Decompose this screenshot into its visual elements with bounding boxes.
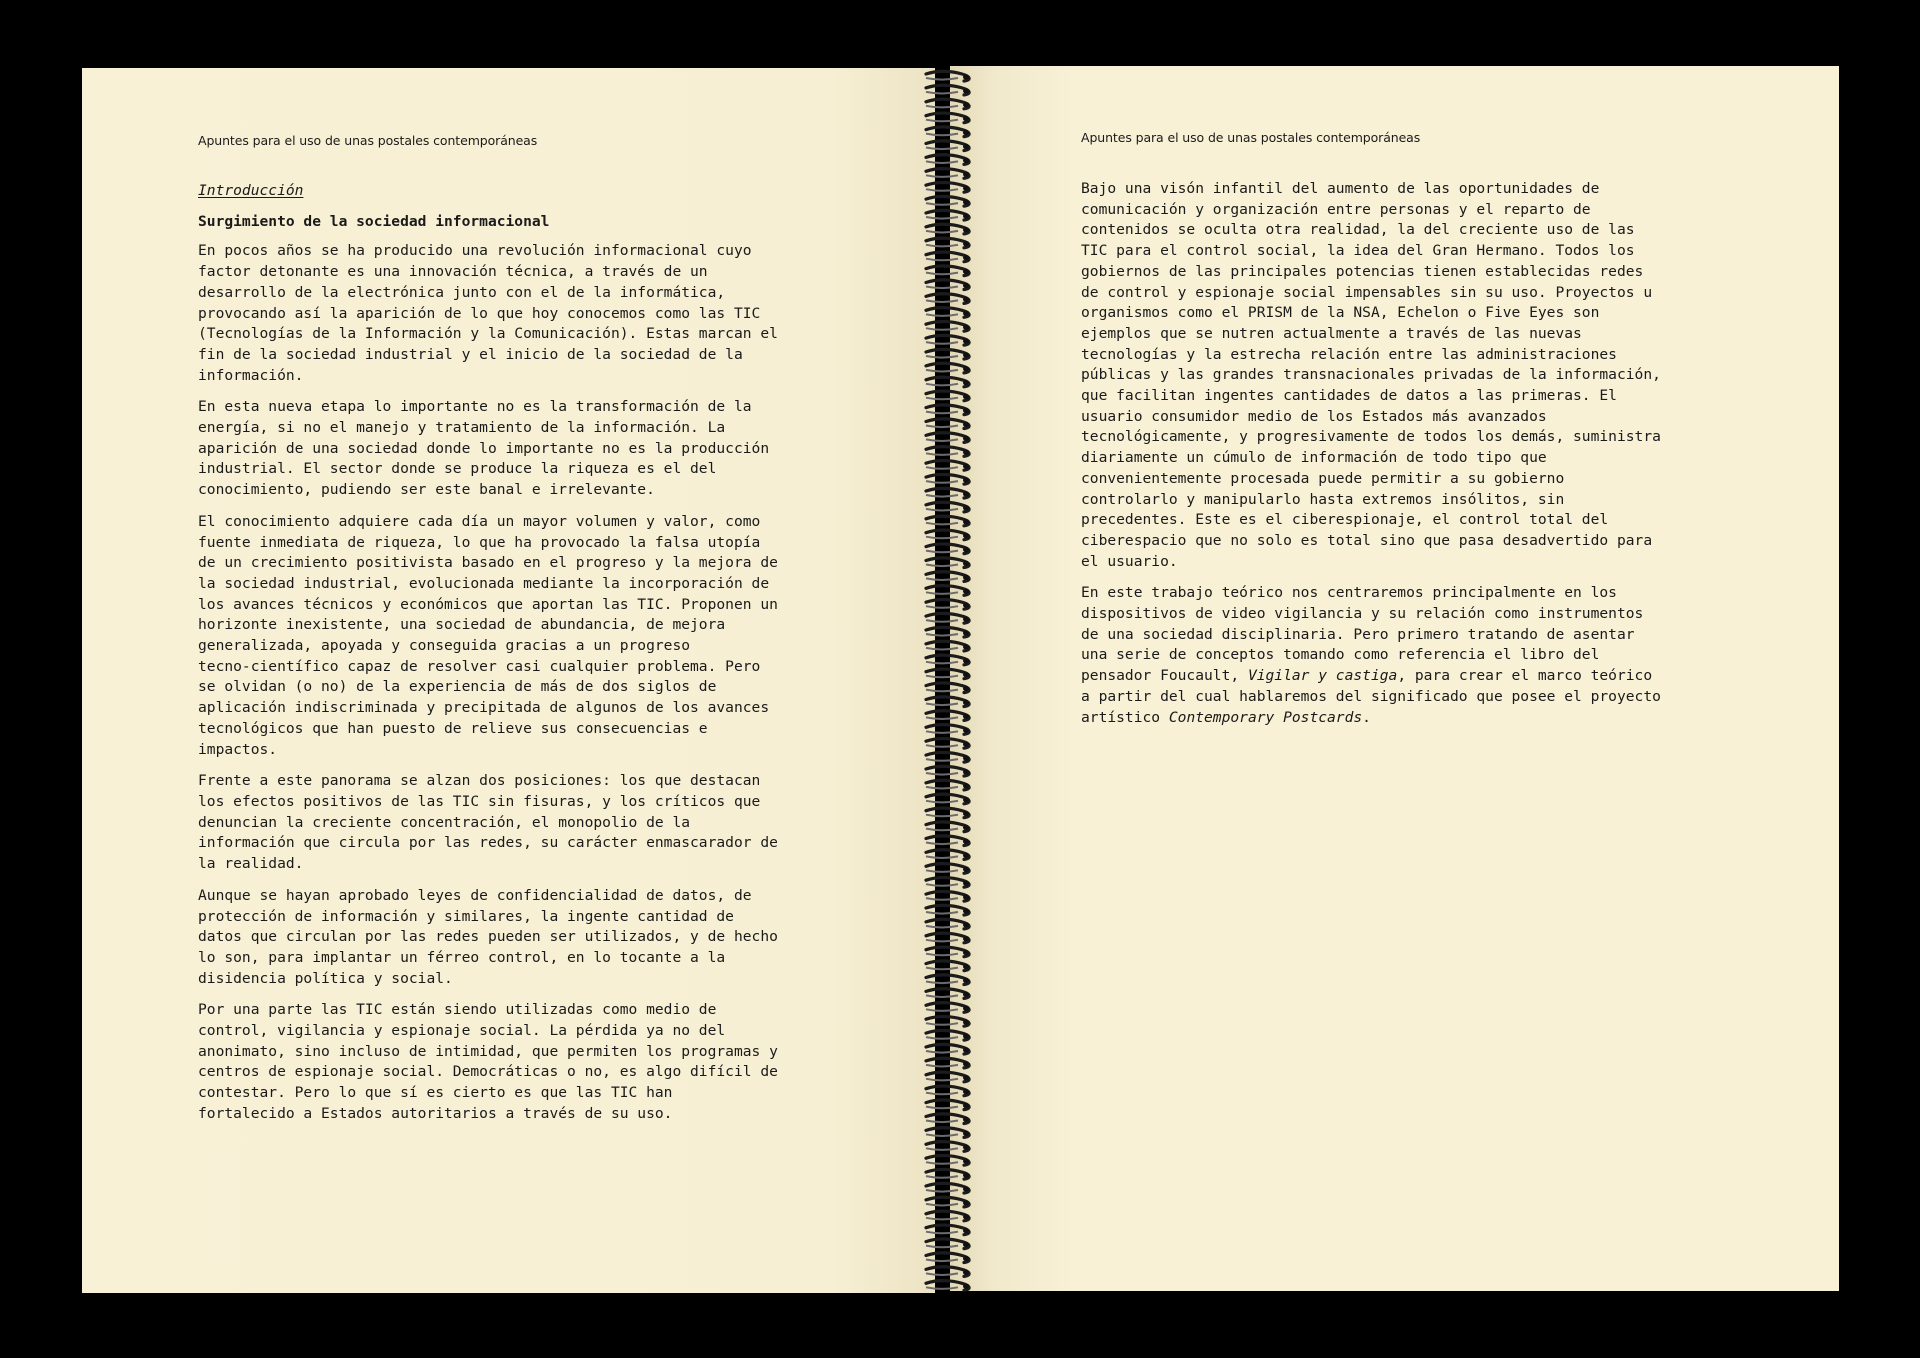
right-running-head: Apuntes para el uso de unas postales contemporáneas: [1081, 130, 1421, 145]
spiral-coil: [926, 627, 969, 637]
spiral-coil: [926, 1017, 969, 1027]
paragraph: En esta nueva etapa lo importante no es la transformación de la energía, si no el manejo y tratamiento de la información. La aparición de una sociedad donde lo importante no es la producción industrial. El sector donde se produce la riqueza es el del conocimiento, pudiendo ser este banal e irrelevante.: [198, 398, 770, 499]
spiral-coil: [926, 725, 969, 735]
spiral-coil: [926, 1044, 969, 1054]
spiral-coil: [926, 1114, 969, 1124]
spiral-coil: [926, 308, 969, 318]
spiral-coil: [926, 433, 969, 443]
paragraph: El conocimiento adquiere cada día un mayor volumen y valor, como fuente inmediata de riqueza, lo que ha provocado la falsa utopía de un crecimiento positivista basado en el progreso y la mejora de la sociedad industrial, evolucionada mediante la incorporación de los avances técnicos y económicos que aportan las TIC. Proponen un horizonte inexistente, una sociedad de abundancia, de mejora generalizada, apoyada y conseguida gracias a un progreso tecno-científico capaz de resolver casi cualquier problema. Pero se olvidan (o no) de la experiencia de más de dos siglos de aplicación indiscriminada y precipitada de algunos de los avances tecnológicos que han puesto de relieve sus consecuencias e impactos.: [198, 512, 778, 758]
spiral-coil: [926, 419, 969, 429]
spiral-coil: [926, 155, 969, 165]
spiral-coil: [926, 1128, 969, 1138]
spiral-coil: [926, 113, 969, 123]
spiral-coil: [926, 447, 969, 457]
spiral-coil: [926, 196, 969, 206]
spiral-coil: [926, 1156, 969, 1166]
paragraph-text: .: [1362, 708, 1371, 726]
spiral-coil: [926, 961, 969, 971]
spiral-coil: [926, 474, 969, 484]
spiral-coil: [926, 183, 969, 193]
spiral-coil: [926, 572, 969, 582]
left-page: [82, 68, 935, 1293]
spiral-coil: [926, 85, 969, 95]
spiral-coil: [926, 1003, 969, 1013]
paragraph: Frente a este panorama se alzan dos posiciones: los que destacan los efectos positivos de las TIC sin fisuras, y los críticos que denuncian la creciente concentración, el monopolio de la información que circula por las redes, su carácter enmascarador de la realidad.: [198, 772, 778, 873]
spiral-coil: [926, 905, 969, 915]
spiral-coil: [926, 1239, 969, 1249]
spiral-coil: [926, 544, 969, 554]
spiral-coil: [926, 502, 969, 512]
paragraph-text: , para crear el marco teórico a partir del cual hablaremos del significado que posee el proyecto artístico: [1081, 667, 1661, 726]
spiral-coil: [926, 989, 969, 999]
paragraph-with-titles: [1081, 583, 1721, 728]
spiral-coil: [926, 127, 969, 137]
spiral-coil: [926, 586, 969, 596]
spiral-coil: [926, 1086, 969, 1096]
spiral-coil: [926, 1267, 969, 1277]
spiral-coil: [926, 558, 969, 568]
spiral-coil: [926, 641, 969, 651]
spiral-coil: [926, 669, 969, 679]
right-page: [950, 66, 1839, 1291]
spiral-coil: [926, 169, 969, 179]
spiral-coil: [926, 1142, 969, 1152]
spiral-coil: [926, 836, 969, 846]
spiral-coil: [926, 1169, 969, 1179]
book-title: Vigilar y castiga: [1247, 667, 1398, 685]
spiral-coil: [926, 391, 969, 401]
spiral-coil: [926, 294, 969, 304]
spiral-coil: [926, 739, 969, 749]
spiral-coil: [926, 1211, 969, 1221]
spiral-coil: [926, 780, 969, 790]
left-running-head: Apuntes para el uso de unas postales contemporáneas: [198, 133, 538, 148]
spiral-coil: [926, 363, 969, 373]
spiral-coil: [926, 322, 969, 332]
paragraph: En pocos años se ha producido una revolución informacional cuyo factor detonante es una innovación técnica, a través de un desarrollo de la electrónica junto con el de la informática, provocando así la aparición de lo que hoy conocemos como las TIC (Tecnologías de la Información y la Comunicación). Estas marcan el fin de la sociedad industrial y el inicio de la sociedad de la información.: [198, 242, 778, 384]
spiral-coil: [926, 266, 969, 276]
right-page-content: [1081, 179, 1721, 739]
left-page-content: [198, 181, 838, 1136]
spiral-coil: [926, 1253, 969, 1263]
spiral-coil: [926, 850, 969, 860]
spiral-coil: [926, 335, 969, 345]
spiral-coil: [926, 516, 969, 526]
spiral-coil: [926, 808, 969, 818]
spiral-coil: [926, 210, 969, 220]
section-title: Introducción: [198, 182, 304, 199]
spiral-coil: [926, 697, 969, 707]
project-title: Contemporary Postcards: [1168, 708, 1363, 726]
spiral-coil: [926, 766, 969, 776]
spiral-coil: [926, 488, 969, 498]
spiral-coil: [926, 600, 969, 610]
spiral-coil: [926, 711, 969, 721]
paragraph: Por una parte las TIC están siendo utilizadas como medio de control, vigilancia y espionaje social. La pérdida ya no del anonimato, sino incluso de intimidad, que permiten los programas y centros de espionaje social. Democráticas o no, es algo difícil de contestar. Pero lo que sí es cierto es que las TIC han fortalecido a Estados autoritarios a través de su uso.: [198, 1001, 778, 1122]
spiral-coil: [926, 71, 969, 81]
spiral-coil: [926, 655, 969, 665]
spiral-coil: [926, 933, 969, 943]
spiral-coil: [926, 224, 969, 234]
paragraph: Bajo una visón infantil del aumento de las oportunidades de comunicación y organización entre personas y el reparto de contenidos se oculta otra realidad, la del creciente uso de las TIC para el control social, la idea del Gran Hermano. Todos los gobiernos de las principales potencias tienen establecidas redes de control y espionaje social impensables sin su uso. Proyectos u organismos como el PRISM de la NSA, Echelon o Five Eyes son ejemplos que se nutren actualmente a través de las nuevas tecnologías y la estrecha relación entre las administraciones públicas y las grandes transnacionales privadas de la información, que facilitan ingentes cantidades de datos a las primeras. El usuario consumidor medio de los Estados más avanzados tecnológicamente, y progresivamente de todos los demás, suministra diariamente un cúmulo de información de todo tipo que convenientemente procesada puede permitir a su gobierno controlarlo y manipularlo hasta extremos insólitos, sin precedentes. Este es el ciberespionaje, el control total del ciberespacio que no solo es total sino que pasa desadvertido para el usuario.: [1081, 180, 1661, 570]
spiral-coil: [926, 1197, 969, 1207]
paragraph: Aunque se hayan aprobado leyes de confidencialidad de datos, de protección de información y similares, la ingente cantidad de datos que circulan por las redes pueden ser utilizados, y de hecho lo son, para implantar un férreo control, en lo tocante a la disidencia política y social.: [198, 886, 778, 987]
spiral-coil: [926, 975, 969, 985]
spiral-coil: [926, 141, 969, 151]
spiral-coil: [926, 947, 969, 957]
spiral-coil: [926, 99, 969, 109]
spiral-coil: [926, 1058, 969, 1068]
spiral-coils: [918, 64, 980, 1296]
spiral-coil: [926, 613, 969, 623]
spiral-coil: [926, 530, 969, 540]
spiral-coil: [926, 794, 969, 804]
spiral-coil: [926, 405, 969, 415]
spiral-coil: [926, 1281, 969, 1291]
spiral-coil: [926, 461, 969, 471]
spiral-coil: [926, 878, 969, 888]
spiral-coil: [926, 1183, 969, 1193]
spiral-coil: [926, 752, 969, 762]
spiral-coil: [926, 683, 969, 693]
spiral-coil: [926, 238, 969, 248]
spiral-coil: [926, 349, 969, 359]
spiral-coil: [926, 1030, 969, 1040]
spiral-coil: [926, 377, 969, 387]
paragraph-text: En este trabajo teórico nos centraremos principalmente en los dispositivos de video vigilancia y su relación como instrumentos de una sociedad disciplinaria. Pero primero tratando de asentar una serie de conceptos tomando como referencia el libro del pensador Foucault,: [1081, 584, 1644, 685]
spiral-coil: [926, 864, 969, 874]
section-subtitle: Surgimiento de la sociedad informacional: [198, 212, 550, 230]
spiral-coil: [926, 1072, 969, 1082]
spiral-coil: [926, 252, 969, 262]
spiral-coil: [926, 822, 969, 832]
spiral-coil: [926, 1100, 969, 1110]
spiral-binding: [918, 64, 980, 1296]
spiral-coil: [926, 919, 969, 929]
spiral-coil: [926, 891, 969, 901]
spiral-coil: [926, 1225, 969, 1235]
spiral-coil: [926, 280, 969, 290]
